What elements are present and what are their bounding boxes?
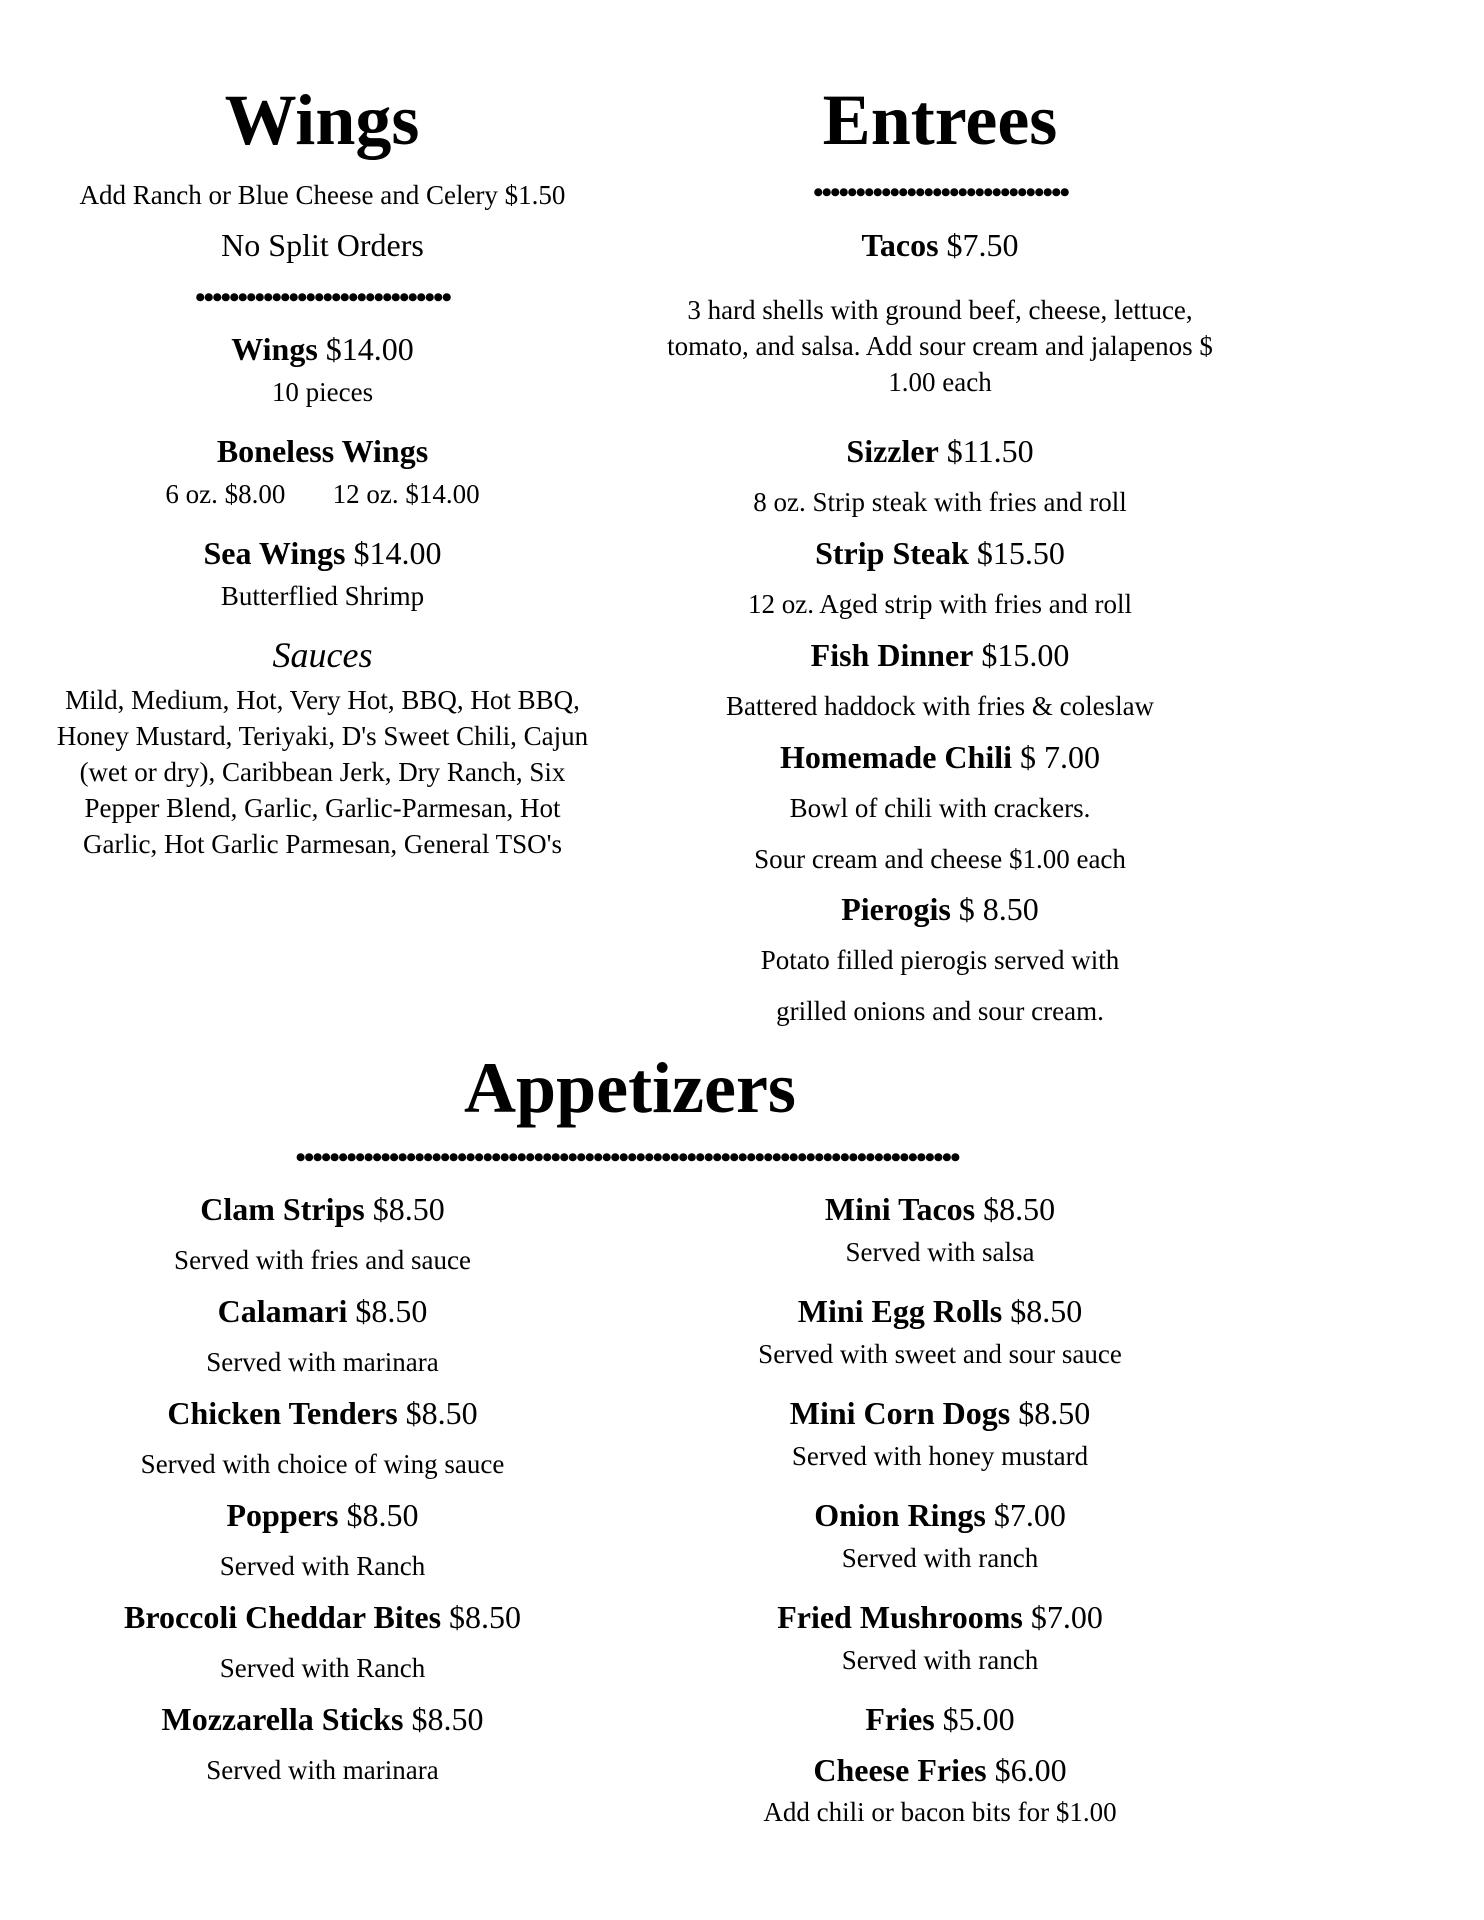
- menu-item-name: Clam Strips $8.50: [200, 1191, 445, 1227]
- menu-item-desc: 6 oz. $8.00 12 oz. $14.00: [165, 479, 480, 509]
- menu-item-name: Wings $14.00: [231, 331, 414, 367]
- menu-item-name: Mozzarella Sticks $8.50: [161, 1701, 484, 1737]
- menu-item-desc: Served with salsa: [845, 1237, 1035, 1267]
- menu-item-desc: Served with ranch: [841, 1645, 1039, 1675]
- sauces-heading: Sauces: [272, 635, 373, 675]
- menu-item-name: Mini Tacos $8.50: [824, 1191, 1056, 1227]
- menu-item-desc: Served with Ranch: [219, 1551, 426, 1581]
- sauces-list: Mild, Medium, Hot, Very Hot, BBQ, Hot BBQ, Honey Mustard, Teriyaki, D's Sweet Chili, Cajun (wet or dry), Caribbean Jerk, Dry Ranch, Six Pepper Blend, Garlic, Garlic-Parmesan, Hot Garlic, Hot Garlic Parmesan, General TSO's: [56, 685, 589, 859]
- menu-item-name: Sizzler $11.50: [846, 433, 1034, 469]
- appetizers-title: Appetizers: [464, 1048, 796, 1128]
- menu-item-name: Strip Steak $15.50: [815, 535, 1065, 571]
- menu-item-desc: Served with marinara: [206, 1755, 439, 1785]
- menu-item-desc: Served with fries and sauce: [174, 1245, 471, 1275]
- menu-item-name: Tacos $7.50: [861, 227, 1019, 263]
- menu-item-name: Chicken Tenders $8.50: [167, 1395, 478, 1431]
- appetizers-divider: ••••••••••••••••••••••••••••••••••••••••••••••••••••••••••••••••••••••••••••••: [295, 1143, 959, 1173]
- menu-item-desc: Served with sweet and sour sauce: [758, 1339, 1122, 1369]
- menu-item-desc: Served with Ranch: [219, 1653, 426, 1683]
- menu-item-name: Boneless Wings: [216, 433, 429, 469]
- wings-note-dressing: Add Ranch or Blue Cheese and Celery $1.50: [79, 180, 566, 210]
- menu-item-name: Fish Dinner $15.00: [810, 637, 1070, 673]
- menu-item-desc: Served with choice of wing sauce: [140, 1449, 505, 1479]
- menu-item-name: Sea Wings $14.00: [203, 535, 442, 571]
- menu-item-desc: Add chili or bacon bits for $1.00: [763, 1797, 1117, 1827]
- menu-item-name: Onion Rings $7.00: [814, 1497, 1066, 1533]
- menu-item-name: Fried Mushrooms $7.00: [777, 1599, 1103, 1635]
- menu-item-desc: Served with marinara: [206, 1347, 439, 1377]
- menu-item-desc: 10 pieces: [271, 377, 374, 407]
- menu-item-desc: Served with ranch: [841, 1543, 1039, 1573]
- menu-item-desc: Battered haddock with fries & coleslaw: [725, 691, 1155, 721]
- wings-divider: ••••••••••••••••••••••••••••••: [194, 283, 451, 313]
- entrees-title: Entrees: [822, 80, 1058, 160]
- menu-item-name: Mini Corn Dogs $8.50: [789, 1395, 1091, 1431]
- menu-item-name: Poppers $8.50: [226, 1497, 419, 1533]
- menu-item-desc: grilled onions and sour cream.: [776, 996, 1104, 1026]
- menu-item-desc: Butterflied Shrimp: [220, 581, 425, 611]
- menu-item-name: Calamari $8.50: [217, 1293, 428, 1329]
- menu-item-desc: Served with honey mustard: [791, 1441, 1089, 1471]
- wings-title: Wings: [224, 80, 420, 160]
- entrees-divider: ••••••••••••••••••••••••••••••: [812, 178, 1069, 208]
- menu-item-desc: 3 hard shells with ground beef, cheese, lettuce, tomato, and salsa. Add sour cream and jalapenos $ 1.00 each: [667, 295, 1213, 397]
- menu-item-name: Homemade Chili $ 7.00: [780, 739, 1100, 775]
- menu-item-desc: Bowl of chili with crackers.: [789, 793, 1091, 823]
- menu-item-name: Pierogis $ 8.50: [841, 891, 1039, 927]
- menu-item-desc: Potato filled pierogis served with: [760, 945, 1120, 975]
- menu-item-desc: 8 oz. Strip steak with fries and roll: [753, 487, 1127, 517]
- menu-item-name: Cheese Fries $6.00: [813, 1752, 1067, 1788]
- wings-note-split: No Split Orders: [221, 227, 424, 263]
- menu-item-desc: Sour cream and cheese $1.00 each: [754, 844, 1126, 874]
- menu-item-name: Mini Egg Rolls $8.50: [797, 1293, 1083, 1329]
- menu-item-name: Broccoli Cheddar Bites $8.50: [123, 1599, 522, 1635]
- menu-item-desc: 12 oz. Aged strip with fries and roll: [748, 589, 1132, 619]
- menu-item-name: Fries $5.00: [865, 1701, 1015, 1737]
